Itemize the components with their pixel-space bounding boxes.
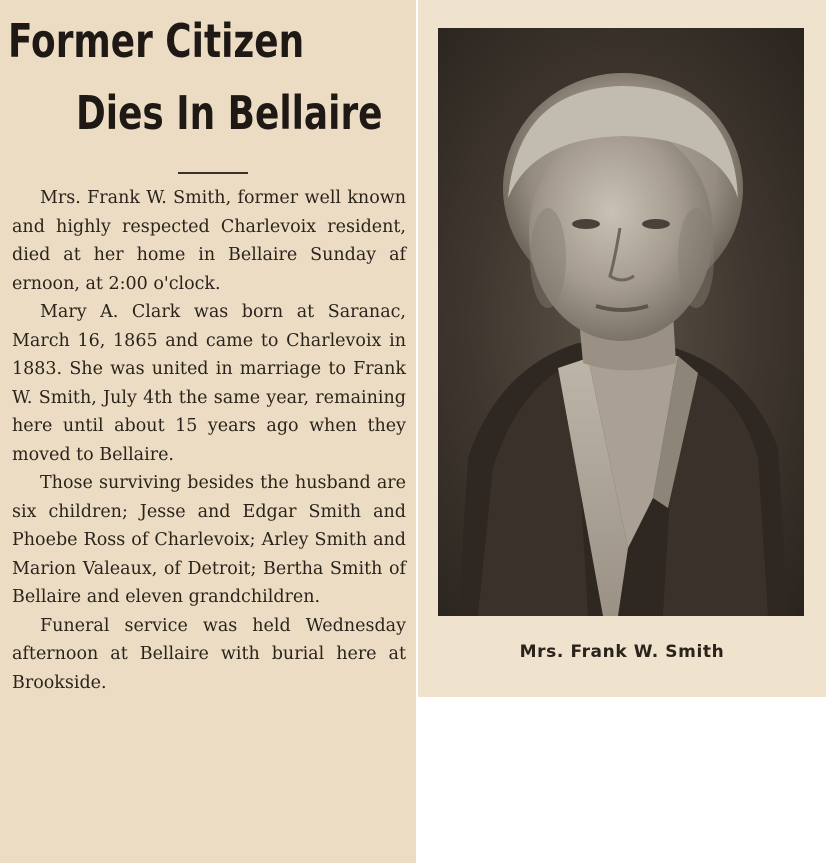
article-paragraph: Funeral service was held Wednesday afternoon at Bellaire with burial here at Brookside. [12, 615, 406, 693]
portrait-illustration [438, 28, 804, 616]
article-body [12, 184, 406, 697]
headline-line-1: Former Citizen [8, 14, 305, 68]
article-paragraph: Those surviving besides the husband are six children; Jesse and Edgar Smith and Phoebe Ross of Charlevoix; Arley Smith and Marion Valeaux, of Detroit; Bertha Smith of Bellaire and eleven grandchildren. [12, 473, 406, 607]
headline-divider [178, 172, 248, 174]
portrait-clipping [418, 0, 826, 697]
article-paragraph: Mary A. Clark was born at Saranac, March 16, 1865 and came to Charlevoix in 1883. She was united in marriage to Frank W. Smith, July 4th the same year, remaining here until about 15 years ago when they moved to Bellaire. [12, 302, 406, 465]
article-paragraph: Mrs. Frank W. Smith, former well known and highly respected Charlevoix resident, died at her home in Bellaire Sunday af ernoon, at 2:00 o'clock. [12, 188, 406, 294]
headline-line-2: Dies In Bellaire [76, 86, 383, 140]
portrait-photo [438, 28, 804, 616]
photo-caption: Mrs. Frank W. Smith [519, 642, 725, 662]
